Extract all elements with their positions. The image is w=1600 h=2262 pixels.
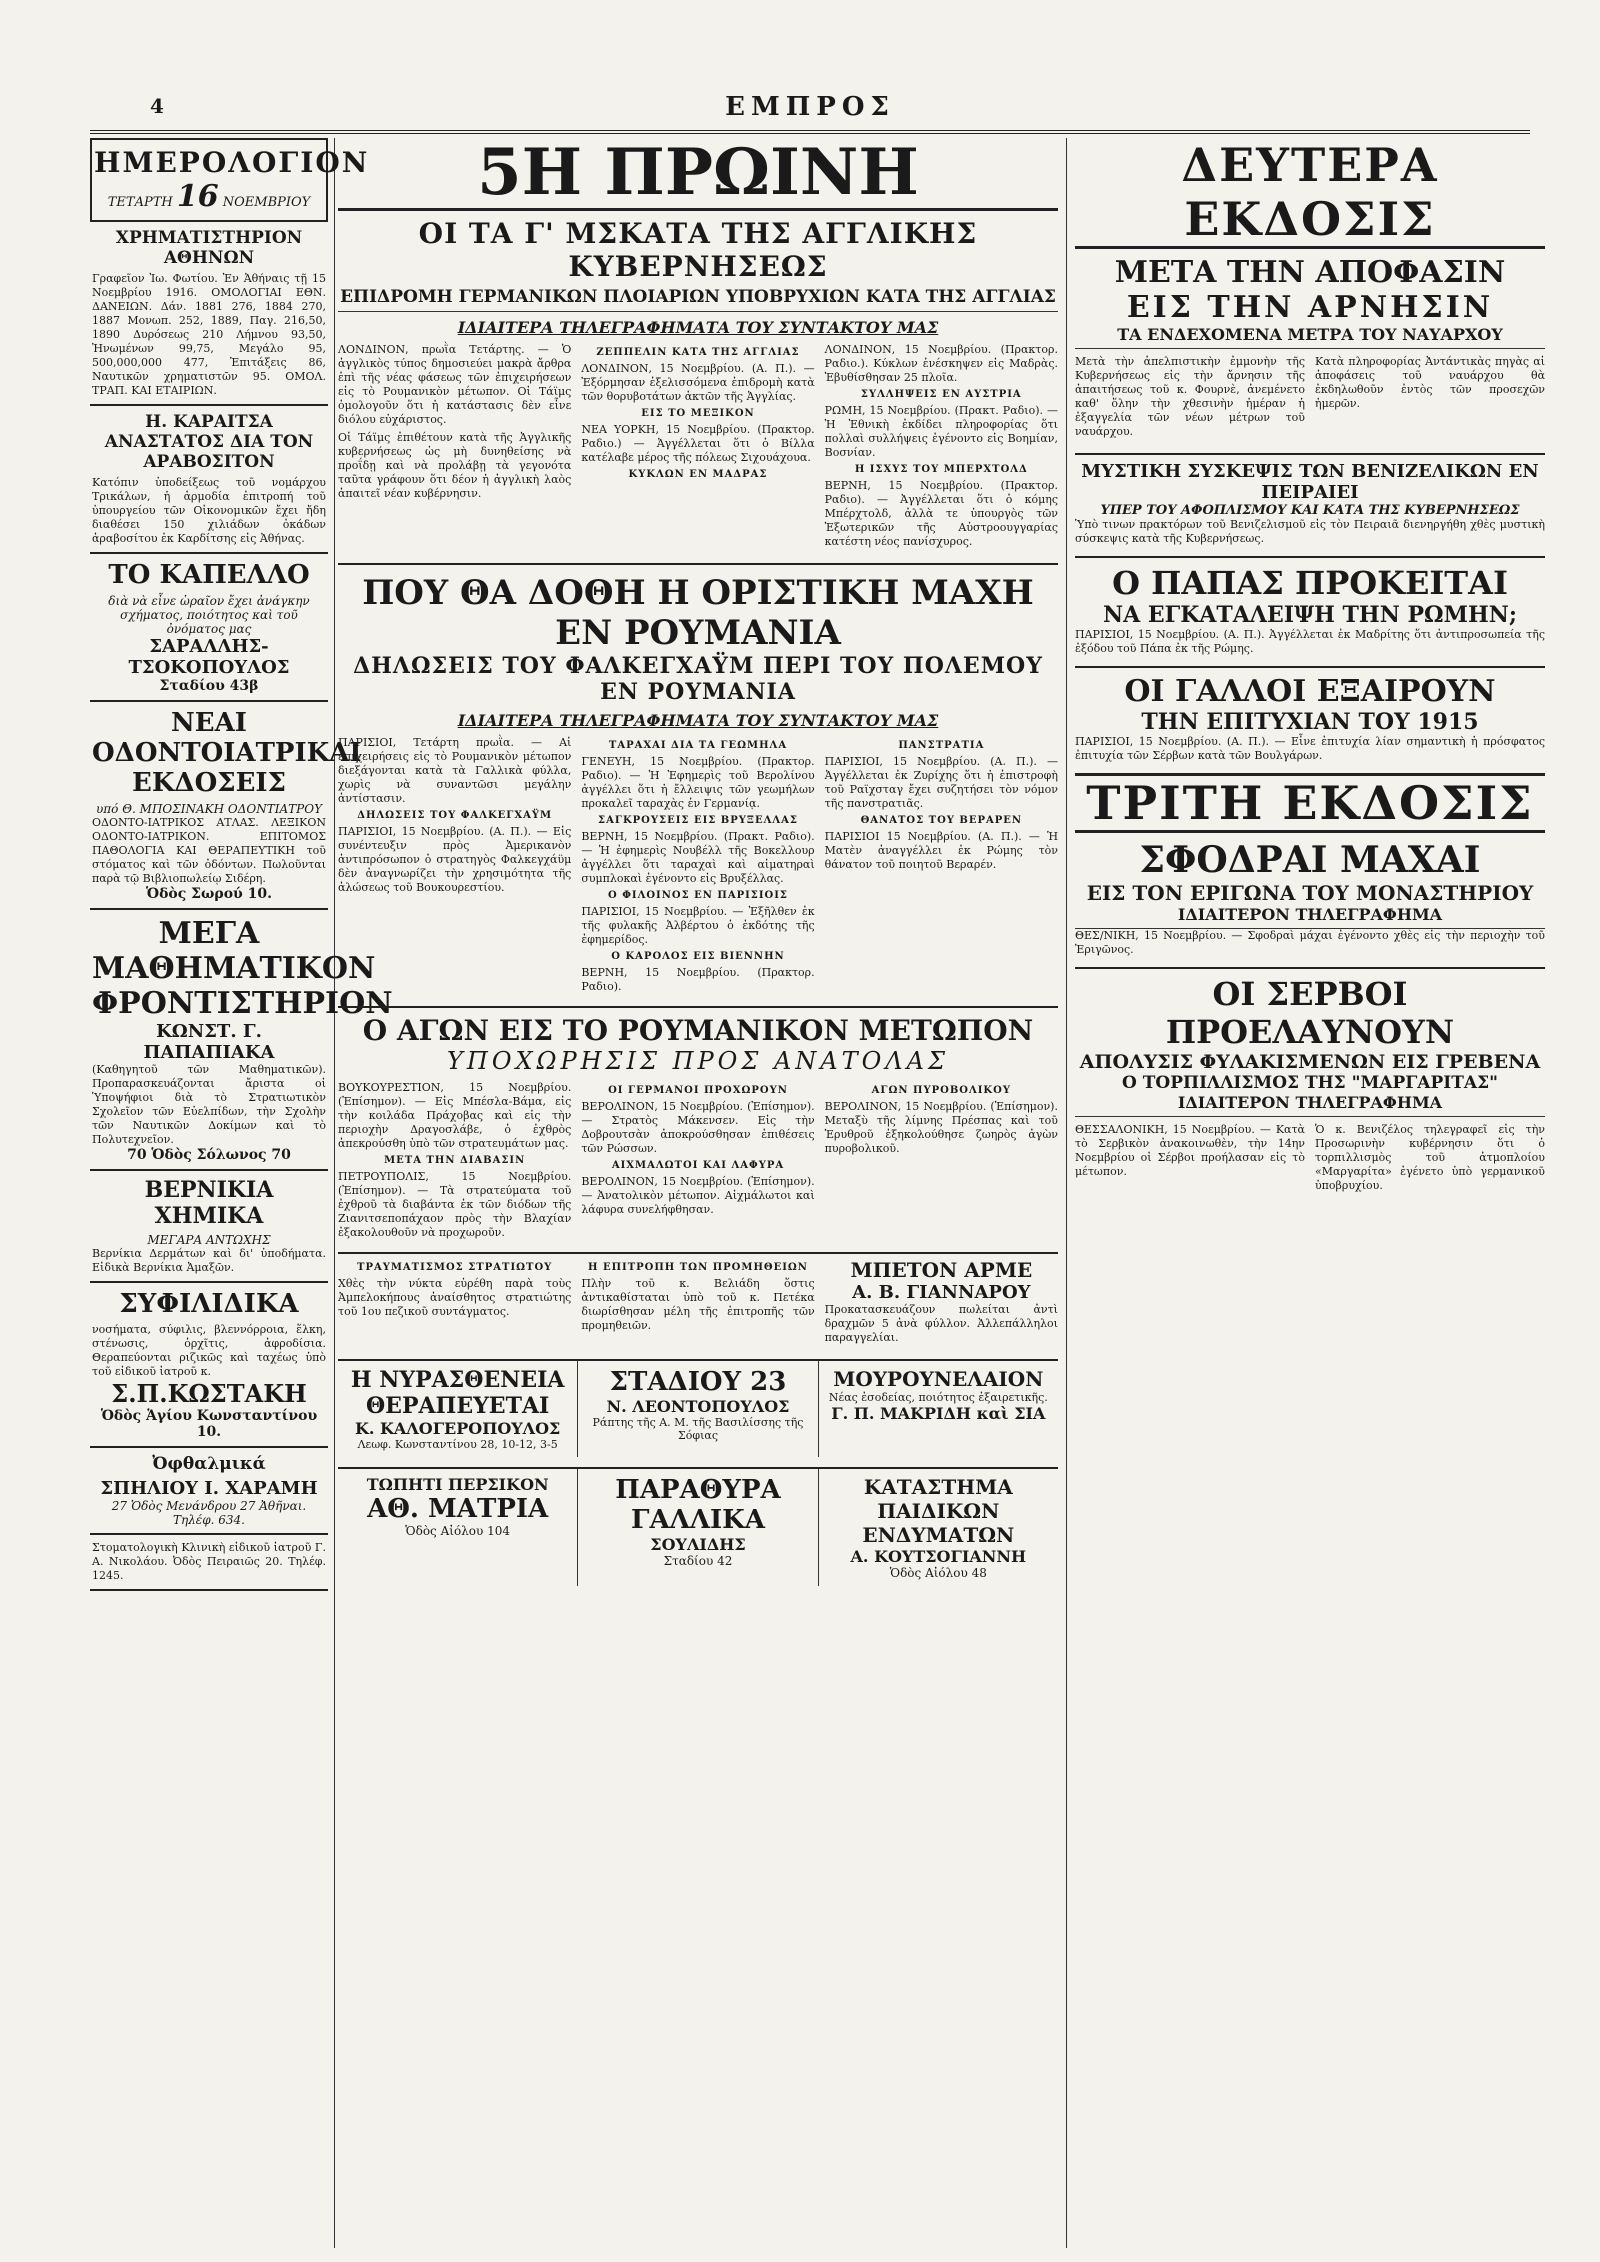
ad-eye-name: ΣΠΗΛΙΟΥ Ι. ΧΑΡΑΜΗ bbox=[100, 1478, 318, 1499]
right-section-5-sub2: Ο ΤΟΡΠΙΛΛΙΣΜΟΣ ΤΗΣ "ΜΑΡΓΑΡΙΤΑΣ" bbox=[1122, 1073, 1498, 1093]
headline-2: ΠΟΥ ΘΑ ΔΟΘΗ Η ΟΡΙΣΤΙΚΗ ΜΑΧΗ ΕΝ ΡΟΥΜΑΝΙΑ bbox=[338, 563, 1058, 653]
ad-math bbox=[90, 910, 393, 1171]
ad-children-name: Α. ΚΟΥΤΣΟΓΙΑΝΝΗ bbox=[850, 1547, 1027, 1566]
ad-beton-name: Α. Β. ΓΙΑΝΝΑΡΟΥ bbox=[852, 1282, 1031, 1303]
calendar-month: ΝΟΕΜΒΡΙΟΥ bbox=[222, 195, 311, 210]
third-edition-title: ΤΡΙΤΗ ΕΚΔΟΣΙΣ bbox=[1075, 773, 1545, 833]
ad-windows-title: ΠΑΡΑΘΥΡΑ ΓΑΛΛΙΚΑ bbox=[615, 1475, 781, 1535]
ad-eye bbox=[90, 1448, 328, 1535]
right-section-1-sub: ΥΠΕΡ ΤΟΥ ΑΦΟΠΛΙΣΜΟΥ ΚΑΙ ΚΑΤΑ ΤΗΣ ΚΥΒΕΡΝΗΣΕΩΣ bbox=[1100, 503, 1520, 518]
right-section-4-sub: ΕΙΣ ΤΟΝ ΕΡΙΓΩΝΑ ΤΟΥ ΜΟΝΑΣΤΗΡΙΟΥ bbox=[1086, 881, 1534, 905]
masthead bbox=[90, 90, 1530, 134]
right-section-5-label: ΙΔΙΑΙΤΕΡΟΝ ΤΗΛΕΓΡΑΦΗΜΑ bbox=[1075, 1093, 1545, 1117]
ad-neurasthenia-addr: Λεωφ. Κωνσταντίνου 28, 10-12, 3-5 bbox=[357, 1438, 558, 1451]
ad-windows bbox=[578, 1469, 818, 1586]
ad-windows-addr: Σταδίου 42 bbox=[663, 1554, 733, 1568]
ad-clinic-text: Στοματολογικὴ Κλινικὴ εἰδικοῦ ἰατροῦ Γ. Α. Νικολάου. Ὀδὸς Πειραιῶς 20. Τηλέφ. 1245. bbox=[92, 1541, 326, 1582]
main-label: ΙΔΙΑΙΤΕΡΑ ΤΗΛΕΓΡΑΦΗΜΑΤΑ ΤΟΥ ΣΥΝΤΑΚΤΟΥ ΜΑΣ bbox=[457, 318, 939, 337]
article-paragraph: ΠΑΡΙΣΙΟΙ, Τετάρτη πρωῒα. — Αἱ ἐπιχειρήσεις εἰς τὸ Ρουμανικὸν μέτωπον διεξάγονται κατὰ τὰ Γαλλικὰ φύλλα, χωρὶς νὰ συναντῶσι μεγάλην ἀντίστασιν. bbox=[338, 736, 572, 805]
ad-dental-text: ΟΔΟΝΤΟ-ΙΑΤΡΙΚΟΣ ΑΤΛΑΣ. ΛΕΞΙΚΟΝ ΟΔΟΝΤΟ-ΙΑΤΡΙΚΟΝ. ΕΠΙΤΟΜΟΣ ΠΑΘΟΛΟΓΙΑ ΚΑΙ ΘΕΡΑΠΕΥΤΙΚΗ τοῦ στόματος καὶ τῶν ὀδόντων. Πωλοῦνται παρὰ τῷ Βιβλιοπωλείῳ Σιδέρη. bbox=[92, 816, 326, 885]
ad-codliver-title: ΜΟΥΡΟΥΝΕΛΑΙΟΝ bbox=[833, 1367, 1044, 1391]
ad-syphilis-text: νοσήματα, σύφιλις, βλεννόρροια, ἕλκη, στένωσις, ὀρχῖτις, ἀφροδίσια. Θεραπεύονται ριζικῶς καὶ ταχέως ὑπὸ τοῦ εἰδικοῦ ἰατροῦ κ. bbox=[92, 1323, 326, 1378]
page-number: 4 bbox=[150, 94, 164, 118]
article-paragraph: Πλὴν τοῦ κ. Βελιάδη ὅστις ἀντικαθίσταται ὑπὸ τοῦ κ. Πετέκα διωρίσθησαν μέλη τῆς ἐπιτροπῆς τῶν προμηθειῶν. bbox=[581, 1277, 815, 1332]
article-paragraph: ΠΑΡΙΣΙΟΙ, 15 Νοεμβρίου. (Α. Π.). — Εἰς συνέντευξιν πρὸς Ἀμερικανὸν ἀντιπρόσωπον ὁ στρατηγὸς Φαλκεγχάϋμ δὲν ἀναγνωρίζει τὴν χρησιμότητα τῆς ἀλώσεως τοῦ Βουκουρεστίου. bbox=[338, 825, 572, 894]
section-head: ΕΙΣ ΤΟ ΜΕΞΙΚΟΝ bbox=[641, 408, 755, 419]
section-head: Η ΕΠΙΤΡΟΠΗ ΤΩΝ ΠΡΟΜΗΘΕΙΩΝ bbox=[588, 1262, 808, 1273]
ad-dental-addr: Ὁδὸς Σωρού 10. bbox=[146, 886, 272, 902]
ad-children-addr: Ὁδὸς Αἰόλου 48 bbox=[889, 1566, 987, 1580]
right-section-5-sub: ΑΠΟΛΥΣΙΣ ΦΥΛΑΚΙΣΜΕΝΩΝ ΕΙΣ ΓΡΕΒΕΝΑ bbox=[1079, 1051, 1541, 1073]
main-headline: ΟΙ ΤΑ Γ' ΜΣΚΑΤΑ ΤΗΣ ΑΓΓΛΙΚΗΣ ΚΥΒΕΡΝΗΣΕΩΣ bbox=[418, 217, 978, 283]
ad-codliver-text: Νέας ἐσοδείας, ποιότητος ἐξαιρετικῆς. bbox=[828, 1391, 1048, 1404]
subheadline-2: ΔΗΛΩΣΕΙΣ ΤΟΥ ΦΑΛΚΕΓΧΑΫΜ ΠΕΡΙ ΤΟΥ ΠΟΛΕΜΟΥ ΕΝ ΡΟΥΜΑΝΙΑ bbox=[353, 653, 1043, 705]
article-paragraph: ΠΑΡΙΣΙΟΙ, 15 Νοεμβρίου. (Α. Π.). — Εἶνε ἐπιτυχία λίαν σημαντικὴ ἡ πρόσφατος ἐπιτυχία τῶν Σέρβων κατὰ τῶν Βουλγάρων. bbox=[1075, 735, 1545, 762]
section-head: Η ΙΣΧΥΣ ΤΟΥ ΜΠΕΡΧΤΟΛΔ bbox=[854, 464, 1028, 475]
right-section-5: ΟΙ ΣΕΡΒΟΙ ΠΡΟΕΛΑΥΝΟΥΝ bbox=[1075, 967, 1545, 1051]
article-paragraph: ΛΟΝΔΙΝΟΝ, πρωῒα Τετάρτης. — Ὁ ἀγγλικὸς τύπος δημοσιεύει μακρὰ ἄρθρα ἐπὶ τῆς νέας φάσεως τῶν ἐπιχειρήσεων εἰς τὸ Ρουμανικὸν μέτωπον. Οἱ Τάϊμς ὁμολογοῦν ὅτι ἡ κατάστασις δὲν εἶνε διόλου εὐχάριστος. bbox=[338, 343, 572, 426]
ad-eye-addr: 27 Ὁδὸς Μενάνδρου 27 Ἀθῆναι. Τηλέφ. 634. bbox=[111, 1499, 307, 1527]
ad-carpet bbox=[338, 1469, 578, 1586]
right-headline-2: ΕΙΣ ΤΗΝ ΑΡΝΗΣΙΝ bbox=[1126, 290, 1494, 325]
article-block-2 bbox=[338, 736, 1058, 998]
section-head: Ο ΚΑΡΟΛΟΣ ΕΙΣ ΒΙΕΝΝΗΝ bbox=[611, 951, 785, 962]
article-paragraph: ΒΕΡΝΗ, 15 Νοεμβρίου. (Πρακτορ. Ραδιο). — Ἀγγέλλεται ὅτι ὁ κόμης Μπέρχτολδ, ἀλλὰ τε ὑπουργὸς τῶν Ἐξωτερικῶν τῆς Αὐστροουγγαρίας κατέστη νέος πανίσχυρος. bbox=[824, 479, 1058, 548]
paper-name: ΕΜΠΡΟΣ bbox=[725, 92, 895, 122]
ad-varnish-sub: ΜΕΓΑΡΑ ΑΝΤΩΧΗΣ bbox=[147, 1233, 271, 1247]
article-block-4 bbox=[338, 1252, 1058, 1349]
section-head: ΑΙΧΜΑΛΩΤΟΙ ΚΑΙ ΛΑΦΥΡΑ bbox=[611, 1160, 785, 1171]
ad-math-addr: 70 Ὁδὸς Σόλωνος 70 bbox=[127, 1147, 291, 1163]
ad-hat-name: ΣΑΡΑΛΛΗΣ-ΤΣΟΚΟΠΟΥΛΟΣ bbox=[128, 636, 290, 678]
article-paragraph: ΒΕΡΝΗ, 15 Νοεμβρίου. (Πρακτ. Ραδιο). — Ἡ ἐφημερὶς Νουβέλλ τῆς Βοκελλουρ ἀγγέλλει ὅτι ταραχαὶ καὶ αἱματηραὶ συμπλοκαὶ ἐγένοντο εἰς Βρυξέλλας. bbox=[581, 830, 815, 885]
ad-stadiou bbox=[578, 1361, 818, 1457]
ad-syphilis bbox=[90, 1283, 328, 1448]
calendar-box bbox=[90, 138, 370, 222]
article-paragraph: ΝΕΑ ΥΟΡΚΗ, 15 Νοεμβρίου. (Πρακτορ. Ραδιο.) — Ἀγγέλλεται ὅτι ὁ Βίλλα κατέλαβε μέρος τῆς πόλεως Σιχουάχουα. bbox=[581, 423, 815, 464]
ad-eye-title: Ὀφθαλμικά bbox=[152, 1454, 266, 1474]
ad-hat-addr: Σταδίου 43β bbox=[159, 678, 259, 694]
ad-clinic bbox=[90, 1535, 328, 1591]
section-head: ΔΗΛΩΣΕΙΣ ΤΟΥ ΦΑΛΚΕΓΧΑΫΜ bbox=[357, 810, 553, 821]
right-section-4: ΣΦΟΔΡΑΙ ΜΑΧΑΙ bbox=[1139, 839, 1481, 881]
ad-windows-name: ΣΟΥΛΙΔΗΣ bbox=[650, 1535, 746, 1554]
ad-dental-sub: υπό Θ. ΜΠΟΣΙΝΑΚΗ ΟΔΟΝΤΙΑΤΡΟΥ bbox=[95, 802, 322, 816]
ad-syphilis-addr: Ὁδὸς Ἁγίου Κωνσταντίνου 10. bbox=[100, 1408, 318, 1440]
article-paragraph: ΠΑΡΙΣΙΟΙ, 15 Νοεμβρίου. (Α. Π.). Ἀγγέλλεται ἐκ Μαδρίτης ὅτι ἀντιπροσωπεία τῆς ἐξόδου τοῦ Πάπα ἐκ τῆς Ρώμης. bbox=[1075, 628, 1545, 655]
section-head: ΘΑΝΑΤΟΣ ΤΟΥ ΒΕΡΑΡΕΝ bbox=[860, 815, 1023, 826]
ad-varnish bbox=[90, 1171, 328, 1283]
ad-math-name: ΚΩΝΣΤ. Γ. ΠΑΠΑΠΙΑΚΑ bbox=[143, 1021, 275, 1063]
article-paragraph: ΘΕΣ/ΝΙΚΗ, 15 Νοεμβρίου. — Σφοδραὶ μάχαι ἐγένοντο χθὲς εἰς τὴν περιοχὴν τοῦ Ἐριγῶνος. bbox=[1075, 929, 1545, 956]
section-head: ΟΙ ΓΕΡΜΑΝΟΙ ΠΡΟΧΩΡΟΥΝ bbox=[608, 1085, 788, 1096]
second-edition-title: ΔΕΥΤΕΡΑ ΕΚΔΟΣΙΣ bbox=[1075, 138, 1545, 249]
ads-row-1 bbox=[338, 1359, 1058, 1457]
section-head: ΖΕΠΠΕΛΙΝ ΚΑΤΑ ΤΗΣ ΑΓΓΛΙΑΣ bbox=[596, 347, 800, 358]
article-paragraph: ΒΕΡΟΛΙΝΟΝ, 15 Νοεμβρίου. (Ἐπίσημον). — Ἀνατολικὸν μέτωπον. Αἰχμάλωτοι καὶ λάφυρα συνελήφθησαν. bbox=[581, 1175, 815, 1216]
stock-title: ΧΡΗΜΑΤΙΣΤΗΡΙΟΝ ΑΘΗΝΩΝ bbox=[115, 228, 303, 268]
ad-children-title: ΚΑΤΑΣΤΗΜΑ ΠΑΙΔΙΚΩΝ ΕΝΔΥΜΑΤΩΝ bbox=[862, 1475, 1015, 1547]
calendar-day: 16 bbox=[176, 179, 219, 214]
ad-hat-title: ΤΟ ΚΑΠΕΛΛΟ bbox=[108, 560, 310, 590]
ad-varnish-title: ΒΕΡΝΙΚΙΑ ΧΗΜΙΚΑ bbox=[144, 1177, 274, 1229]
label-2: ΙΔΙΑΙΤΕΡΑ ΤΗΛΕΓΡΑΦΗΜΑΤΑ ΤΟΥ ΣΥΝΤΑΚΤΟΥ ΜΑΣ bbox=[457, 711, 939, 730]
ad-syphilis-title: ΣΥΦΙΛΙΔΙΚΑ bbox=[119, 1289, 299, 1319]
main-subheadline: ΕΠΙΔΡΟΜΗ ΓΕΡΜΑΝΙΚΩΝ ΠΛΟΙΑΡΙΩΝ ΥΠΟΒΡΥΧΙΩΝ ΚΑΤΑ ΤΗΣ ΑΓΓΛΙΑΣ bbox=[338, 287, 1058, 312]
right-section-2: Ο ΠΑΠΑΣ ΠΡΟΚΕΙΤΑΙ bbox=[1075, 556, 1545, 602]
article-paragraph: Κατὰ πληροφορίας Ἀντάντικὰς πηγὰς αἱ ἀποφάσεις τοῦ ναυάρχου θὰ ἐκδηλωθοῦν ἐντὸς τῶν προσεχῶν ἡμερῶν. bbox=[1315, 355, 1545, 410]
ad-karditsa-title: Η. ΚΑΡΑΙΤΣΑ ΑΝΑΣΤΑΤΟΣ ΔΙΑ ΤΟΝ ΑΡΑΒΟΣΙΤΟΝ bbox=[104, 412, 314, 472]
calendar-weekday: ΤΕΤΑΡΤΗ bbox=[107, 195, 173, 210]
section-head: ΣΥΛΛΗΨΕΙΣ ΕΝ ΑΥΣΤΡΙΑ bbox=[860, 389, 1022, 400]
ad-hat-sub: διὰ νὰ εἶνε ὡραῖον ἔχει ἀνάγκην σχήματος, ποιότητος καὶ τοῦ ὀνόματος μας bbox=[108, 594, 310, 636]
ad-beton-title: ΜΠΕΤΟΝ ΑΡΜΕ bbox=[850, 1258, 1033, 1282]
section-head: ΣΑΓΚΡΟΥΣΕΙΣ ΕΙΣ ΒΡΥΞΕΛΛΑΣ bbox=[598, 815, 798, 826]
article-paragraph: Μετὰ τὴν ἀπελπιστικὴν ἐμμονὴν τῆς Κυβερνήσεως εἰς τὴν ἄρνησιν τῆς ἀπαιτήσεως τοῦ κ. Φουρνὲ, ἀνεμένετο καθ' ὅλην τὴν χθεσινὴν ἡμέραν ἡ ἐξαγγελία τῶν νέων μέτρων τοῦ ναυάρχου. bbox=[1075, 355, 1305, 438]
ads-row-2 bbox=[338, 1467, 1058, 1586]
section-head: ΠΑΝΣΤΡΑΤΙΑ bbox=[898, 740, 985, 751]
article-block-3 bbox=[338, 1081, 1058, 1244]
right-section-3-sub: ΤΗΝ ΕΠΙΤΥΧΙΑΝ ΤΟΥ 1915 bbox=[1141, 709, 1479, 735]
article-paragraph: Ὁ κ. Βενιζέλος τηλεγραφεῖ εἰς τὴν Προσωρινὴν κυβέρνησιν ὅτι ὁ τορπιλλισμὸς τοῦ ἀτμοπλοίου «Μαργαρίτα» ἐγένετο ὑπὸ γερμανικοῦ ὑποβρυχίου. bbox=[1315, 1123, 1545, 1192]
ad-stadiou-addr: Ράπτης τῆς Α. Μ. τῆς Βασιλίσσης τῆς Σόφιας bbox=[592, 1416, 804, 1442]
article-paragraph: Χθὲς τὴν νύκτα εὑρέθη παρὰ τοὺς Ἀμπελοκήπους ἀναίσθητος στρατιώτης τοῦ 1ου πεζικοῦ συντάγματος. bbox=[338, 1277, 572, 1318]
ad-codliver bbox=[819, 1361, 1058, 1457]
section-head: ΤΡΑΥΜΑΤΙΣΜΟΣ ΣΤΡΑΤΙΩΤΟΥ bbox=[357, 1262, 553, 1273]
ad-karditsa-text: Κατόπιν ὑποδείξεως τοῦ νομάρχου Τρικάλων, ἡ ἁρμοδία ἐπιτροπή τοῦ ὑπουργείου τῶν Οἰκονομικῶν ἔχει ἤδη διαθέσει 150 χιλιάδων ὀκάδων ἀραβοσίτου ἐκ Καρδίτσης εἰς Ἀθήνας. bbox=[92, 476, 326, 545]
right-article-1 bbox=[1075, 355, 1545, 443]
ad-stadiou-name: Ν. ΛΕΟΝΤΟΠΟΥΛΟΣ bbox=[606, 1397, 790, 1416]
section-head: ΜΕΤΑ ΤΗΝ ΔΙΑΒΑΣΙΝ bbox=[384, 1155, 526, 1166]
article-paragraph: Οἱ Τάϊμς ἐπιθέτουν κατὰ τῆς Ἀγγλικῆς κυβερνήσεως ὡς μὴ δυνηθείσης νὰ προΐδῃ καὶ νὰ προλάβῃ τὰ γεγονότα ταῦτα γράφουν ὅτι δέον ἡ ἀγγλικὴ λαὸς ἀπαιτεῖ νέαν κυβέρνησιν. bbox=[338, 431, 572, 500]
article-paragraph: ΒΟΥΚΟΥΡΕΣΤΙΟΝ, 15 Νοεμβρίου. (Ἐπίσημον). — Εἰς Μπέσλα-Βάμα, εἰς τὴν κοιλάδα Πράχοβας καὶ εἰς τὴν περιοχὴν Δραγοσλάβε, ὁ ἐχθρὸς ἀπεκρούσθη ὑπὸ τῶν στρατευμάτων μας. bbox=[338, 1081, 572, 1150]
section-head: ΚΥΚΛΩΝ ΕΝ ΜΑΔΡΑΣ bbox=[628, 469, 768, 480]
right-section-1: ΜΥΣΤΙΚΗ ΣΥΣΚΕΨΙΣ ΤΩΝ ΒΕΝΙΖΕΛΙΚΩΝ ΕΝ ΠΕΙΡΑΙΕΙ bbox=[1075, 453, 1545, 503]
ad-neurasthenia bbox=[338, 1361, 578, 1457]
right-column bbox=[1066, 138, 1545, 2248]
stock-box bbox=[90, 222, 328, 406]
article-paragraph: Ὑπὸ τινων πρακτόρων τοῦ Βενιζελισμοῦ εἰς τὸν Πειραιᾶ διενηργήθη χθὲς μυστικὴ σύσκεψις κατὰ τῆς Κυβερνήσεως. bbox=[1075, 518, 1545, 545]
article-paragraph: ΠΑΡΙΣΙΟΙ 15 Νοεμβρίου. (Α. Π.). — Ἡ Ματὲν ἀναγγέλλει ἐκ Ρώμης τὸν θάνατον τοῦ ποιητοῦ Βεραρέν. bbox=[824, 830, 1058, 871]
ad-stadiou-title: ΣΤΑΔΙΟΥ 23 bbox=[609, 1367, 787, 1397]
edition-title: 5Η ΠΡΩΙΝΗ bbox=[338, 138, 1058, 211]
article-paragraph: ΒΕΡΟΛΙΝΟΝ, 15 Νοεμβρίου. (Ἐπίσημον). — Στρατὸς Μάκενσεν. Εἰς τὴν Δοβρουτσὰν ἀποκρούσθησαν ἐπιθέσεις τῶν Ρώσσων. bbox=[581, 1100, 815, 1155]
article-paragraph: ΛΟΝΔΙΝΟΝ, 15 Νοεμβρίου. (Πρακτορ. Ραδιο.). Κύκλων ἐνέσκηψεν εἰς Μαδρὰς. Ἐβυθίσθησαν 25 πλοῖα. bbox=[824, 343, 1058, 384]
article-paragraph: ΠΑΡΙΣΙΟΙ, 15 Νοεμβρίου. — Ἐξῆλθεν ἐκ τῆς φυλακῆς Ἀλβέρτου ὁ ἐκδότης τῆς ἐφημερίδος. bbox=[581, 905, 815, 946]
ad-children bbox=[819, 1469, 1058, 1586]
article-block-1 bbox=[338, 343, 1058, 553]
stock-text: Γραφεῖον Ἰω. Φωτίου. Ἐν Ἀθήναις τῇ 15 Νοεμβρίου 1916. ΟΜΟΛΟΓΙΑΙ ΕΘΝ. ΔΑΝΕΙΩΝ. Δάν. 1881 276, 1884 270, 1887 Μονωπ. 252, 1889, Παγ. 216,50, 1890 Δυρόσεως 210 Λήμνου 93,50, Ἠνωμένων 99,75, Μεγάλο 95, 500,000,000 477, Ἐπιτάξεις 86, Ναυτικῶν χρηματιστῶν 95. ΟΜΟΛ. ΤΡΑΠ. ΚΑΙ ΕΤΑΙΡΙΩΝ. bbox=[92, 272, 326, 397]
right-section-4-label: ΙΔΙΑΙΤΕΡΟΝ ΤΗΛΕΓΡΑΦΗΜΑ bbox=[1075, 905, 1545, 929]
ad-carpet-addr: Ὁδὸς Αἰόλου 104 bbox=[405, 1524, 511, 1538]
left-column bbox=[90, 138, 393, 2248]
section-head: Ο ΦΙΛΟΙΝΟΣ ΕΝ ΠΑΡΙΣΙΟΙΣ bbox=[608, 890, 788, 901]
article-paragraph: ΒΕΡΟΛΙΝΟΝ, 15 Νοεμβρίου. (Ἐπίσημον). Μεταξὺ τῆς λίμνης Πρέσπας καὶ τοῦ Ἐρυθροῦ ἐξηκολούθησε ζωηρὸς ἀγὼν πυροβολικοῦ. bbox=[824, 1100, 1058, 1155]
section-head: ΑΓΩΝ ΠΥΡΟΒΟΛΙΚΟΥ bbox=[871, 1085, 1011, 1096]
ad-beton-text: Προκατασκευάζουν πωλείται ἀντὶ δραχμῶν 5 ἀνὰ φύλλον. Ἀλλεπάλληλοι παραγγελίαι. bbox=[824, 1303, 1058, 1344]
article-paragraph: ΘΕΣΣΑΛΟΝΙΚΗ, 15 Νοεμβρίου. — Κατὰ τὸ Σερβικὸν ἀνακοινωθὲν, τὴν 14ην Νοεμβρίου οἱ Σέρβοι προήλασαν εἰς τὸ μέτωπον. bbox=[1075, 1123, 1305, 1178]
ad-dental bbox=[90, 702, 362, 910]
article-paragraph: ΠΑΡΙΣΙΟΙ, 15 Νοεμβρίου. (Α. Π.). — Ἀγγέλλεται ἐκ Ζυρίχης ὅτι ἡ ἐπιστροφὴ τοῦ Ραϊχσταγ ἔχει συζητήσει τὸν νόμον τῆς πανστρατιᾶς. bbox=[824, 755, 1058, 810]
main-column bbox=[338, 135, 1058, 2248]
article-paragraph: ΡΩΜΗ, 15 Νοεμβρίου. (Πρακτ. Ραδιο). — Ἡ Ἐθνικὴ ἐκδίδει πληροφορίας ὅτι πολλαὶ συλλήψεις ἐγένοντο εἰς Βοημίαν, Βοσνίαν. bbox=[824, 404, 1058, 459]
headline-3: Ο ΑΓΩΝ ΕΙΣ ΤΟ ΡΟΥΜΑΝΙΚΟΝ ΜΕΤΩΠΟΝ bbox=[338, 1006, 1058, 1047]
ad-neurasthenia-name: Κ. ΚΑΛΟΓΕΡΟΠΟΥΛΟΣ bbox=[354, 1419, 561, 1438]
ad-karditsa bbox=[90, 406, 328, 554]
article-paragraph: ΒΕΡΝΗ, 15 Νοεμβρίου. (Πρακτορ. Ραδιο). bbox=[581, 966, 815, 993]
subheadline-3: ΥΠΟΧΩΡΗΣΙΣ ΠΡΟΣ ΑΝΑΤΟΛΑΣ bbox=[447, 1047, 949, 1075]
right-section-2-sub: ΝΑ ΕΓΚΑΤΑΛΕΙΨΗ ΤΗΝ ΡΩΜΗΝ; bbox=[1103, 602, 1517, 628]
ad-math-title: ΜΕΓΑ ΜΑΘΗΜΑΤΙΚΟΝ ΦΡΟΝΤΙΣΤΗΡΙΟΝ bbox=[92, 916, 393, 1021]
ad-dental-title: ΝΕΑΙ ΟΔΟΝΤΟΙΑΤΡΙΚΑΙ ΕΚΔΟΣΕΙΣ bbox=[92, 708, 362, 798]
section-head: ΤΑΡΑΧΑΙ ΔΙΑ ΤΑ ΓΕΩΜΗΛΑ bbox=[608, 740, 788, 751]
right-article-5 bbox=[1075, 1123, 1545, 1197]
ad-carpet-name: ΑΘ. ΜΑΤΡΙΑ bbox=[367, 1494, 549, 1524]
article-paragraph: ΓΕΝΕΥΗ, 15 Νοεμβρίου. (Πρακτορ. Ραδιο). — Ἡ Ἐφημερὶς τοῦ Βερολίνου ἀγγέλλει ὅτι ἡ ἔλλειψις τῶν γεωμήλων προκαλεῖ ταραχὰς ἐν Γερμανίᾳ. bbox=[581, 755, 815, 810]
ad-syphilis-name: Σ.Π.ΚΩΣΤΑΚΗ bbox=[111, 1379, 307, 1408]
ad-hat bbox=[90, 554, 328, 702]
right-headline-1: ΜΕΤΑ ΤΗΝ ΑΠΟΦΑΣΙΝ bbox=[1114, 255, 1506, 290]
ad-codliver-name: Γ. Π. ΜΑΚΡΙΔΗ καὶ ΣΙΑ bbox=[831, 1404, 1046, 1423]
right-headline-3: ΤΑ ΕΝΔΕΧΟΜΕΝΑ ΜΕΤΡΑ ΤΟΥ ΝΑΥΑΡΧΟΥ bbox=[1075, 325, 1545, 349]
article-paragraph: ΛΟΝΔΙΝΟΝ, 15 Νοεμβρίου. (Α. Π.). — Ἐξόρμησαν ἐξελισσόμενα ἐπιδρομὴ κατὰ τῶν θορυβοτάτων ἀκτῶν τῆς Ἀγγλίας. bbox=[581, 362, 815, 403]
article-paragraph: ΠΕΤΡΟΥΠΟΛΙΣ, 15 Νοεμβρίου. (Ἐπίσημον). — Τὰ στρατεύματα τοῦ ἐχθροῦ τὰ διαβάντα ἐκ τῶν διόδων τῆς Ζιανιτσεποπάχαον πρὸς τὴν Βλαχίαν ἐξακολουθοῦν νὰ προχωροῦν. bbox=[338, 1170, 572, 1239]
right-section-3: ΟΙ ΓΑΛΛΟΙ ΕΞΑΙΡΟΥΝ bbox=[1075, 666, 1545, 709]
ad-carpet-title: ΤΩΠΗΤΙ ΠΕΡΣΙΚΟΝ bbox=[366, 1475, 549, 1494]
calendar-title: ΗΜΕΡΟΛΟΓΙΟΝ bbox=[94, 146, 370, 179]
ad-math-text: (Καθηγητοῦ τῶν Μαθηματικῶν). Προπαρασκευάζονται ἄριστα οἱ Ὑποψήφιοι διὰ τὸ Στρατιωτικὸν Σχολεῖον τῶν Εὐελπίδων, τὴν Σχολὴν τῶν Ναυτικῶν Δοκίμων καὶ τὸ Πολυτεχνεῖον. bbox=[92, 1063, 326, 1146]
ad-neurasthenia-title: Η ΝΥΡΑΣΘΕΝΕΙΑ ΘΕΡΑΠΕΥΕΤΑΙ bbox=[350, 1367, 565, 1419]
ad-varnish-text: Βερνίκια Δερμάτων καὶ δι' ὑποδήματα. Εἰδικὰ Βερνίκια Ἀμαξῶν. bbox=[92, 1247, 326, 1274]
